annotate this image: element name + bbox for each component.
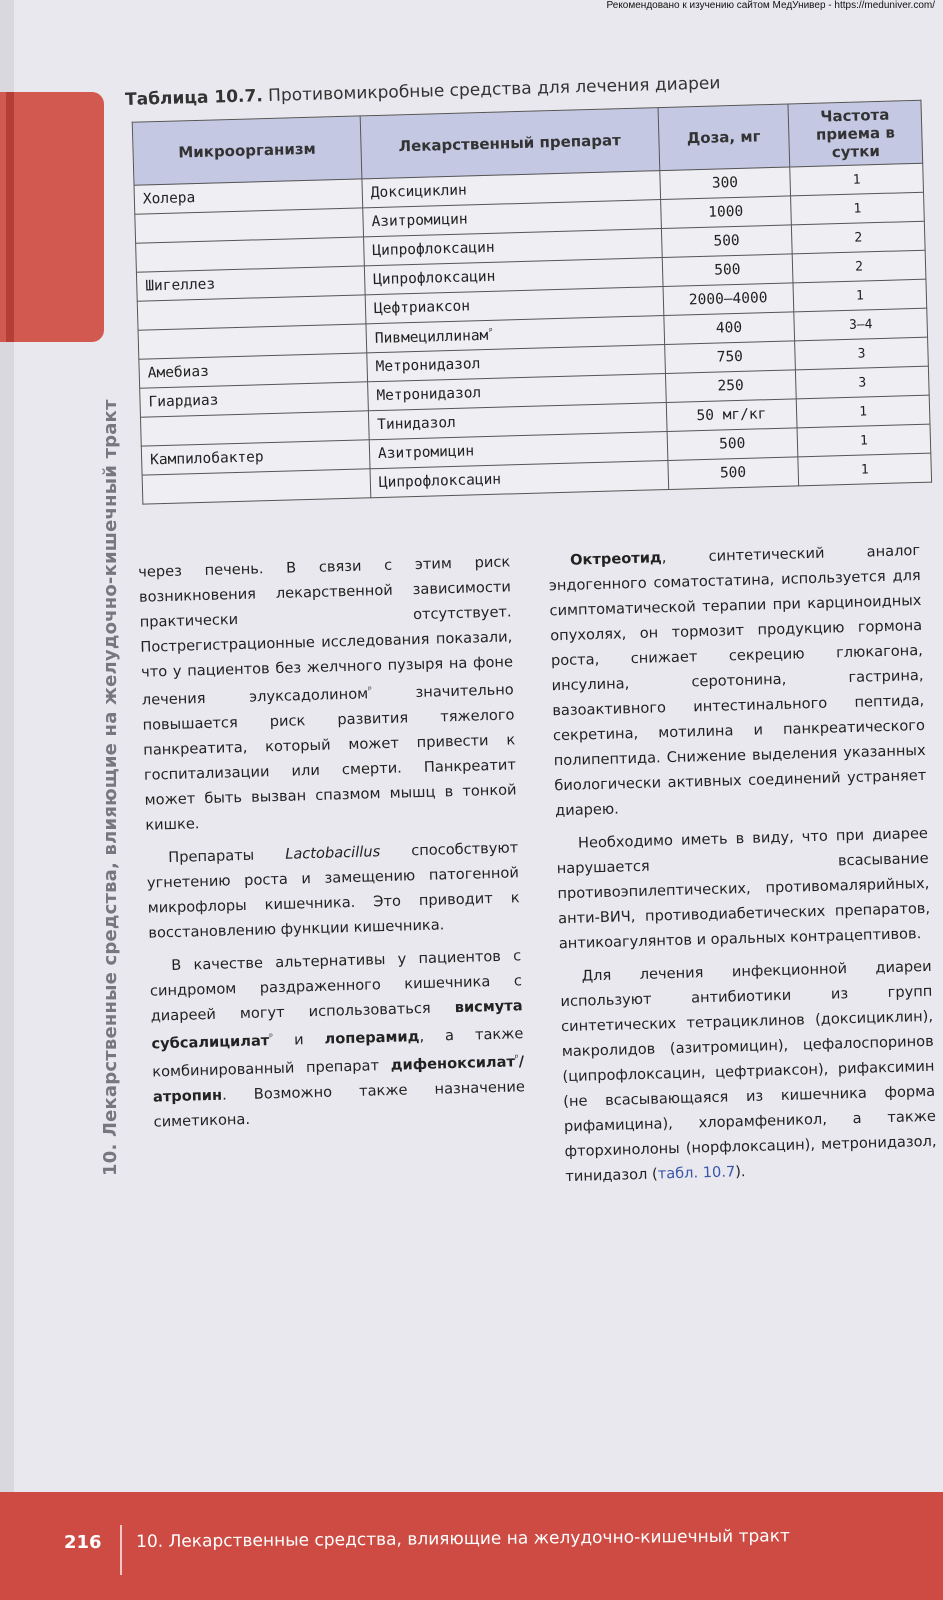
cell-dose: 250 bbox=[665, 370, 796, 403]
chapter-tab bbox=[0, 92, 104, 342]
bold-term: /атропин bbox=[152, 1052, 525, 1106]
cell-organism: Гиардиаз bbox=[140, 382, 369, 417]
footer-divider bbox=[120, 1525, 122, 1575]
chapter-tab-edge bbox=[6, 92, 14, 342]
header-dose: Доза, мг bbox=[658, 104, 790, 171]
header-drug: Лекарственный препарат bbox=[360, 108, 659, 179]
cell-dose: 1000 bbox=[660, 196, 791, 229]
cell-frequency: 3 bbox=[795, 337, 929, 370]
header-frequency: Частота приема в сутки bbox=[788, 100, 923, 167]
cell-frequency: 1 bbox=[793, 279, 927, 312]
header-microorganism: Микроорганизм bbox=[132, 116, 362, 185]
left-paragraph-2 bbox=[146, 835, 521, 945]
antimicrobial-table bbox=[132, 100, 932, 505]
right-paragraph-1 bbox=[548, 538, 928, 823]
right-paragraph-3 bbox=[559, 954, 937, 1189]
cell-dose: 2000–4000 bbox=[663, 283, 794, 316]
text-run: Препараты bbox=[168, 845, 286, 866]
cell-drug: Азитромицин bbox=[369, 431, 667, 468]
left-column bbox=[138, 549, 526, 1142]
text-run: , а также комбинированный препарат bbox=[152, 1024, 524, 1081]
source-note: Рекомендовано к изучению сайтом МедУнивер - https://meduniver.com/ bbox=[606, 0, 935, 11]
cell-organism: Амебиаз bbox=[139, 353, 368, 388]
text-run: Для лечения инфекционной диареи используют антибиотики из групп синтетических тетрациклинов (доксициклин), макролидов (азитромицин), цефалоспоринов (ципрофлоксацин, цефтриаксон), рифаксимин (не всасывающаяся из кишечника форма рифамицина), хлорамфеникол, а также фторхинолоны (норфлоксацин), метронидазол, тинидазол ( bbox=[560, 957, 937, 1186]
text-run: , синтетический аналог эндогенного соматостатина, используется для симптоматической терапии при карциноидных опухолях, он тормозит продукцию гормона роста, снижает секрецию глюкагона, инсулина, серотонина, гастрина, вазоактивного интестинального пептида, секретина, мотилина и панкреатического полипептида. Снижение выделения указанных биологически активных соединений устраняет диарею. bbox=[548, 541, 927, 820]
cell-dose: 400 bbox=[663, 312, 794, 345]
text-run: ). bbox=[734, 1163, 746, 1181]
bold-term: висмута субсалицилат bbox=[151, 997, 523, 1053]
cell-organism bbox=[142, 469, 371, 504]
text-run: через печень. В связи с этим риск возникновения лекарственной зависимости практически отсутствует. Пострегистрационные исследования показали, что у пациентов без желчного пузыря на фоне лечения элуксадолином bbox=[138, 553, 514, 709]
text-run: . Возможно также назначение симетикона. bbox=[153, 1077, 526, 1131]
cell-drug: Азитромицин bbox=[363, 200, 661, 237]
cell-dose: 500 bbox=[667, 457, 798, 490]
cell-drug: Ципрофлоксацин bbox=[364, 258, 662, 295]
cell-frequency: 1 bbox=[796, 395, 930, 428]
bold-term: дифеноксилат bbox=[390, 1053, 516, 1074]
cell-frequency: 2 bbox=[792, 250, 926, 283]
table-caption bbox=[125, 73, 721, 110]
cell-dose: 500 bbox=[667, 428, 798, 461]
table-reference-link[interactable]: табл. 10.7 bbox=[657, 1163, 736, 1183]
cell-drug: Метронидазол bbox=[368, 374, 666, 411]
cell-dose: 50 мг/кг bbox=[666, 399, 797, 432]
cell-organism: Шигеллез bbox=[136, 266, 365, 301]
cell-frequency: 1 bbox=[790, 163, 924, 196]
right-column bbox=[548, 538, 938, 1197]
cell-drug: Доксициклин bbox=[362, 171, 660, 208]
cell-organism: Кампилобактер bbox=[141, 440, 370, 475]
left-paragraph-1 bbox=[138, 549, 518, 837]
cell-frequency: 1 bbox=[798, 453, 932, 486]
registered-mark: ᵖ bbox=[269, 1032, 274, 1043]
cell-frequency: 3 bbox=[795, 366, 929, 399]
cell-frequency: 1 bbox=[797, 424, 931, 457]
cell-drug: Цефтриаксон bbox=[365, 287, 663, 324]
cell-dose: 300 bbox=[659, 167, 790, 200]
italic-term: Lactobacillus bbox=[284, 843, 381, 863]
page-content bbox=[124, 38, 943, 1186]
cell-dose: 750 bbox=[664, 341, 795, 374]
cell-frequency: 2 bbox=[791, 221, 925, 254]
table-caption-text: Противомикробные средства для лечения диареи bbox=[267, 73, 721, 106]
cell-frequency: 1 bbox=[791, 192, 925, 225]
page-number: 216 bbox=[64, 1532, 102, 1553]
cell-drug: Тинидазол bbox=[368, 403, 666, 440]
right-paragraph-2: Необходимо иметь в виду, что при диарее нарушается всасывание противоэпилептических, противомалярийных, анти-ВИЧ, противодиабетических препаратов, антикоагулянтов и оральных контрацептивов. bbox=[556, 824, 931, 953]
text-run: В качестве альтернативы у пациентов с синдромом раздраженного кишечника с диареей могут использоваться bbox=[149, 947, 523, 1025]
registered-mark: ᵖ bbox=[514, 1053, 519, 1064]
cell-drug: Ципрофлоксацин bbox=[364, 229, 662, 266]
text-run: и bbox=[272, 1030, 325, 1049]
cell-drug: Ципрофлоксацин bbox=[370, 460, 668, 497]
table-caption-label: Таблица 10.7. bbox=[124, 86, 264, 110]
bold-term: лоперамид bbox=[324, 1027, 420, 1048]
footer-chapter-title: 10. Лекарственные средства, влияющие на желудочно-кишечный тракт bbox=[136, 1526, 790, 1552]
registered-mark: ᵖ bbox=[367, 685, 373, 696]
registered-mark: ᵖ bbox=[488, 326, 494, 337]
cell-dose: 500 bbox=[661, 225, 792, 258]
cell-drug: Метронидазол bbox=[367, 345, 665, 382]
text-run: способствуют угнетению роста и замещению патогенной микрофлоры кишечника. Это приводит к восстановлению функции кишечника. bbox=[146, 839, 520, 942]
side-chapter-title: 10. Лекарственные средства, влияющие на желудочно-кишечный тракт bbox=[100, 399, 121, 1176]
bold-term: Октреотид bbox=[569, 549, 662, 569]
drug-name: Пивмециллинам bbox=[374, 327, 489, 347]
cell-organism: Холера bbox=[134, 179, 363, 214]
text-run: значительно повышается риск развития тяжелого панкреатита, который может привести к госпитализации или смерти. Панкреатит может быть вызван спазмом мышц в тонкой кишке. bbox=[142, 681, 517, 834]
cell-frequency: 3–4 bbox=[794, 308, 928, 341]
left-paragraph-3 bbox=[149, 943, 526, 1134]
cell-dose: 500 bbox=[662, 254, 793, 287]
